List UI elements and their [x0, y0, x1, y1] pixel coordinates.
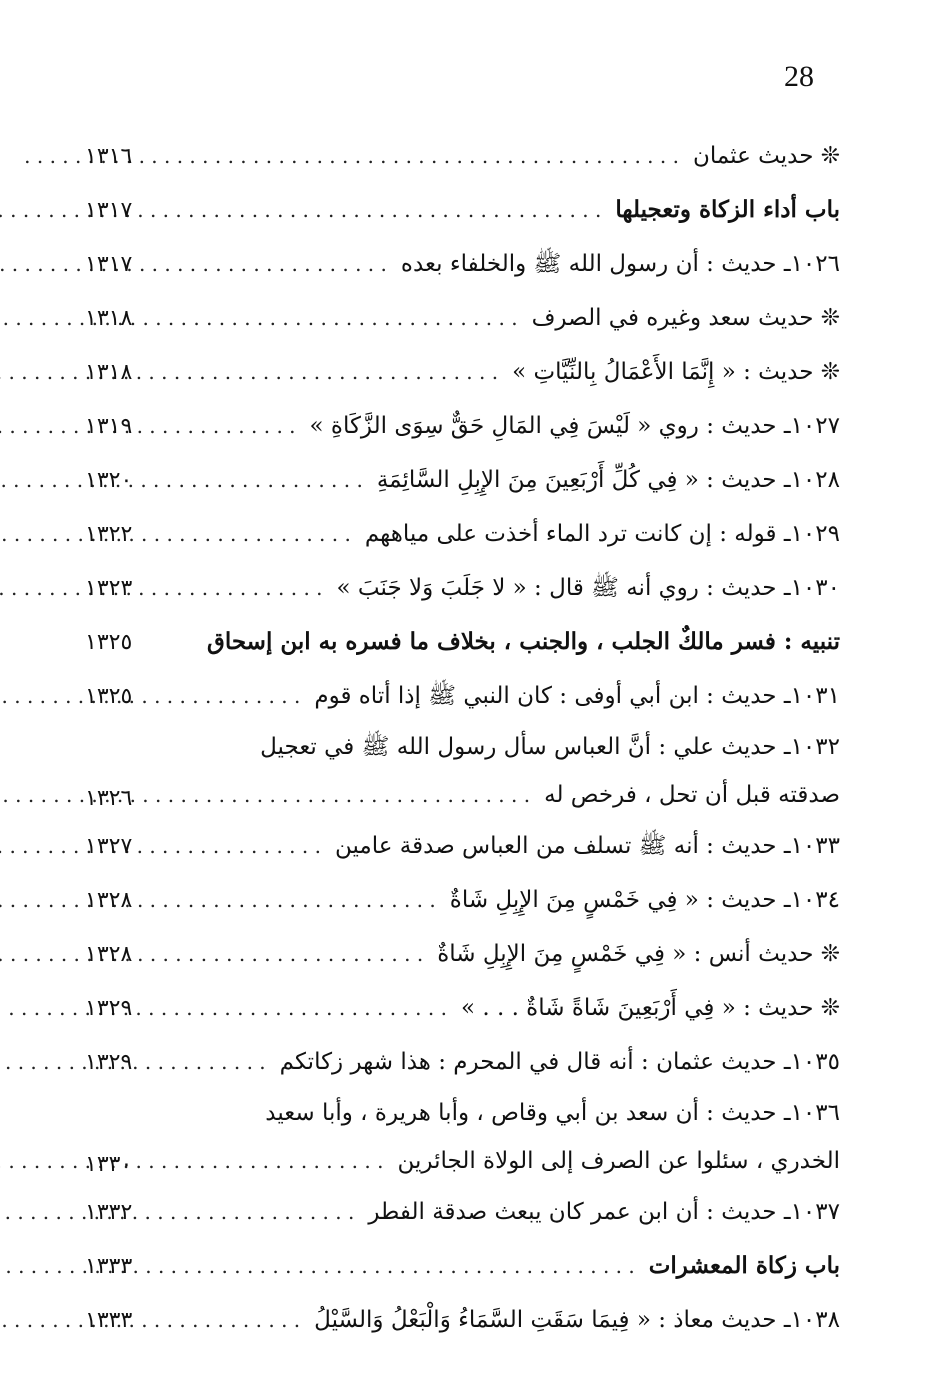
toc-entry [85, 237, 840, 291]
entry-title: ❊ حديث عثمان [692, 143, 840, 169]
entry-page-number: ١٣١٧ [85, 252, 133, 277]
entry-page-number: ١٣١٨ [85, 306, 133, 331]
entry-title: ❊ حديث أنس : « فِي خَمْسٍ مِنَ الإِبِلِ شَاةٌ [437, 941, 840, 967]
entry-page-number: ١٣٢٨ [85, 888, 133, 913]
entry-title: ١٠٣٧ـ حديث : أن ابن عمر كان يبعث صدقة الفطر [368, 1199, 840, 1225]
toc-entry [85, 669, 840, 723]
entry-page-number: ١٣٢٧ [85, 834, 133, 859]
dot-leader [0, 244, 387, 284]
entry-title: ١٠٣٥ـ حديث عثمان : أنه قال في المحرم : هذا شهر زكاتكم [279, 1049, 840, 1075]
toc-entry [85, 927, 840, 981]
dot-leader [0, 988, 447, 1028]
toc-entry [85, 819, 840, 873]
dot-leader [0, 934, 423, 974]
toc-entry [85, 1293, 840, 1347]
entry-title: ❊ حديث : « فِي أَرْبَعِينَ شَاةً شَاةٌ . . . » [460, 995, 840, 1021]
table-of-contents [85, 129, 840, 1347]
entry-page-number: ١٣٢٦ [85, 786, 133, 811]
entry-title: صدقته قبل أن تحل ، فرخص له [544, 782, 840, 808]
entry-title: ١٠٢٦ـ حديث : أن رسول الله ﷺ والخلفاء بعده [400, 251, 840, 277]
entry-page-number: ١٣١٧ [85, 198, 133, 223]
dot-leader [0, 1141, 383, 1181]
toc-entry [85, 453, 840, 507]
toc-entry [85, 1089, 840, 1137]
toc-entry [85, 183, 840, 237]
entry-page-number: ١٣٢٩ [85, 1050, 133, 1075]
entry-page-number: ١٣٢٠ [85, 468, 133, 493]
toc-entry [85, 1185, 840, 1239]
toc-entry [85, 291, 840, 345]
entry-title: ١٠٢٩ـ قوله : إن كانت ترد الماء أخذت على مياههم [364, 521, 840, 547]
entry-title: ١٠٣٤ـ حديث : « فِي خَمْسٍ مِنَ الإِبِلِ شَاةٌ [449, 887, 840, 913]
entry-title: الخدري ، سئلوا عن الصرف إلى الولاة الجائرين [397, 1148, 840, 1174]
toc-entry [85, 507, 840, 561]
page-number: 28 [784, 60, 814, 93]
entry-title: ١٠٣٠ـ حديث : روي أنه ﷺ قال : « لا جَلَبَ وَلا جَنَبَ » [336, 575, 840, 601]
toc-entry [85, 129, 840, 183]
entry-page-number: ١٣٢٩ [85, 996, 133, 1021]
entry-title: ١٠٢٧ـ حديث : روي « لَيْسَ فِي المَالِ حَقٌّ سِوَى الزَّكَاةِ » [309, 413, 840, 439]
entry-page-number: ١٣٢٨ [85, 942, 133, 967]
dot-leader [0, 1192, 354, 1232]
toc-entry [85, 981, 840, 1035]
dot-leader [0, 352, 498, 392]
entry-page-number: ١٣١٨ [85, 360, 133, 385]
toc-entry [85, 615, 840, 669]
chapter-heading: باب أداء الزكاة وتعجيلها [615, 196, 840, 223]
entry-title: ١٠٣٣ـ حديث : أنه ﷺ تسلف من العباس صدقة عامين [334, 833, 840, 859]
toc-entry [85, 399, 840, 453]
entry-page-number: ١٣١٩ [85, 414, 133, 439]
entry-page-number: ١٣١٦ [85, 144, 133, 169]
chapter-heading: تنبيه : فسر مالكٌ الجلب ، والجنب ، بخلاف ما فسره به ابن إسحاق [206, 628, 840, 655]
entry-title: ❊ حديث سعد وغيره في الصرف [531, 305, 840, 331]
entry-page-number: ١٣٣٢ [85, 1200, 133, 1225]
entry-title: ١٠٣١ـ حديث : ابن أبي أوفى : كان النبي ﷺ إذا أتاه قوم [314, 683, 840, 709]
entry-page-number: ١٣٢٢ [85, 522, 133, 547]
chapter-heading: باب زكاة المعشرات [648, 1252, 840, 1279]
entry-title: ١٠٣٦ـ حديث : أن سعد بن أبي وقاص ، وأبا هريرة ، وأبا سعيد [265, 1100, 840, 1126]
dot-leader [0, 775, 530, 815]
entry-page-number: ١٣٢٥ [85, 684, 133, 709]
toc-entry [85, 771, 840, 819]
entry-title: ١٠٣٨ـ حديث معاذ : « فِيمَا سَقَتِ السَّمَاءُ وَالْبَعْلُ وَالسَّيْلُ [314, 1307, 840, 1333]
toc-entry [85, 561, 840, 615]
toc-entry [85, 1137, 840, 1185]
toc-entry [85, 723, 840, 771]
dot-leader [0, 298, 518, 338]
entry-title: ❊ حديث : « إِنَّمَا الأَعْمَالُ بِالنِّيَّاتِ » [512, 359, 840, 385]
dot-leader [0, 460, 363, 500]
toc-entry [85, 1035, 840, 1089]
entry-title: ١٠٢٨ـ حديث : « فِي كُلِّ أَرْبَعِينَ مِنَ الإِبِلِ السَّائِمَةِ [376, 467, 840, 493]
entry-page-number: ١٣٣٣ [85, 1308, 133, 1333]
dot-leader [0, 880, 436, 920]
entry-title: ١٠٣٢ـ حديث علي : أنَّ العباس سأل رسول الله ﷺ في تعجيل [260, 734, 840, 760]
toc-entry [85, 345, 840, 399]
entry-page-number: ١٣٢٥ [85, 630, 133, 655]
entry-page-number: ١٣٢٣ [85, 576, 133, 601]
entry-page-number: ١٣٣٣ [85, 1254, 133, 1279]
toc-entry [85, 873, 840, 927]
dot-leader [0, 514, 351, 554]
entry-page-number: ١٣٣٠ [85, 1152, 133, 1177]
toc-entry [85, 1239, 840, 1293]
